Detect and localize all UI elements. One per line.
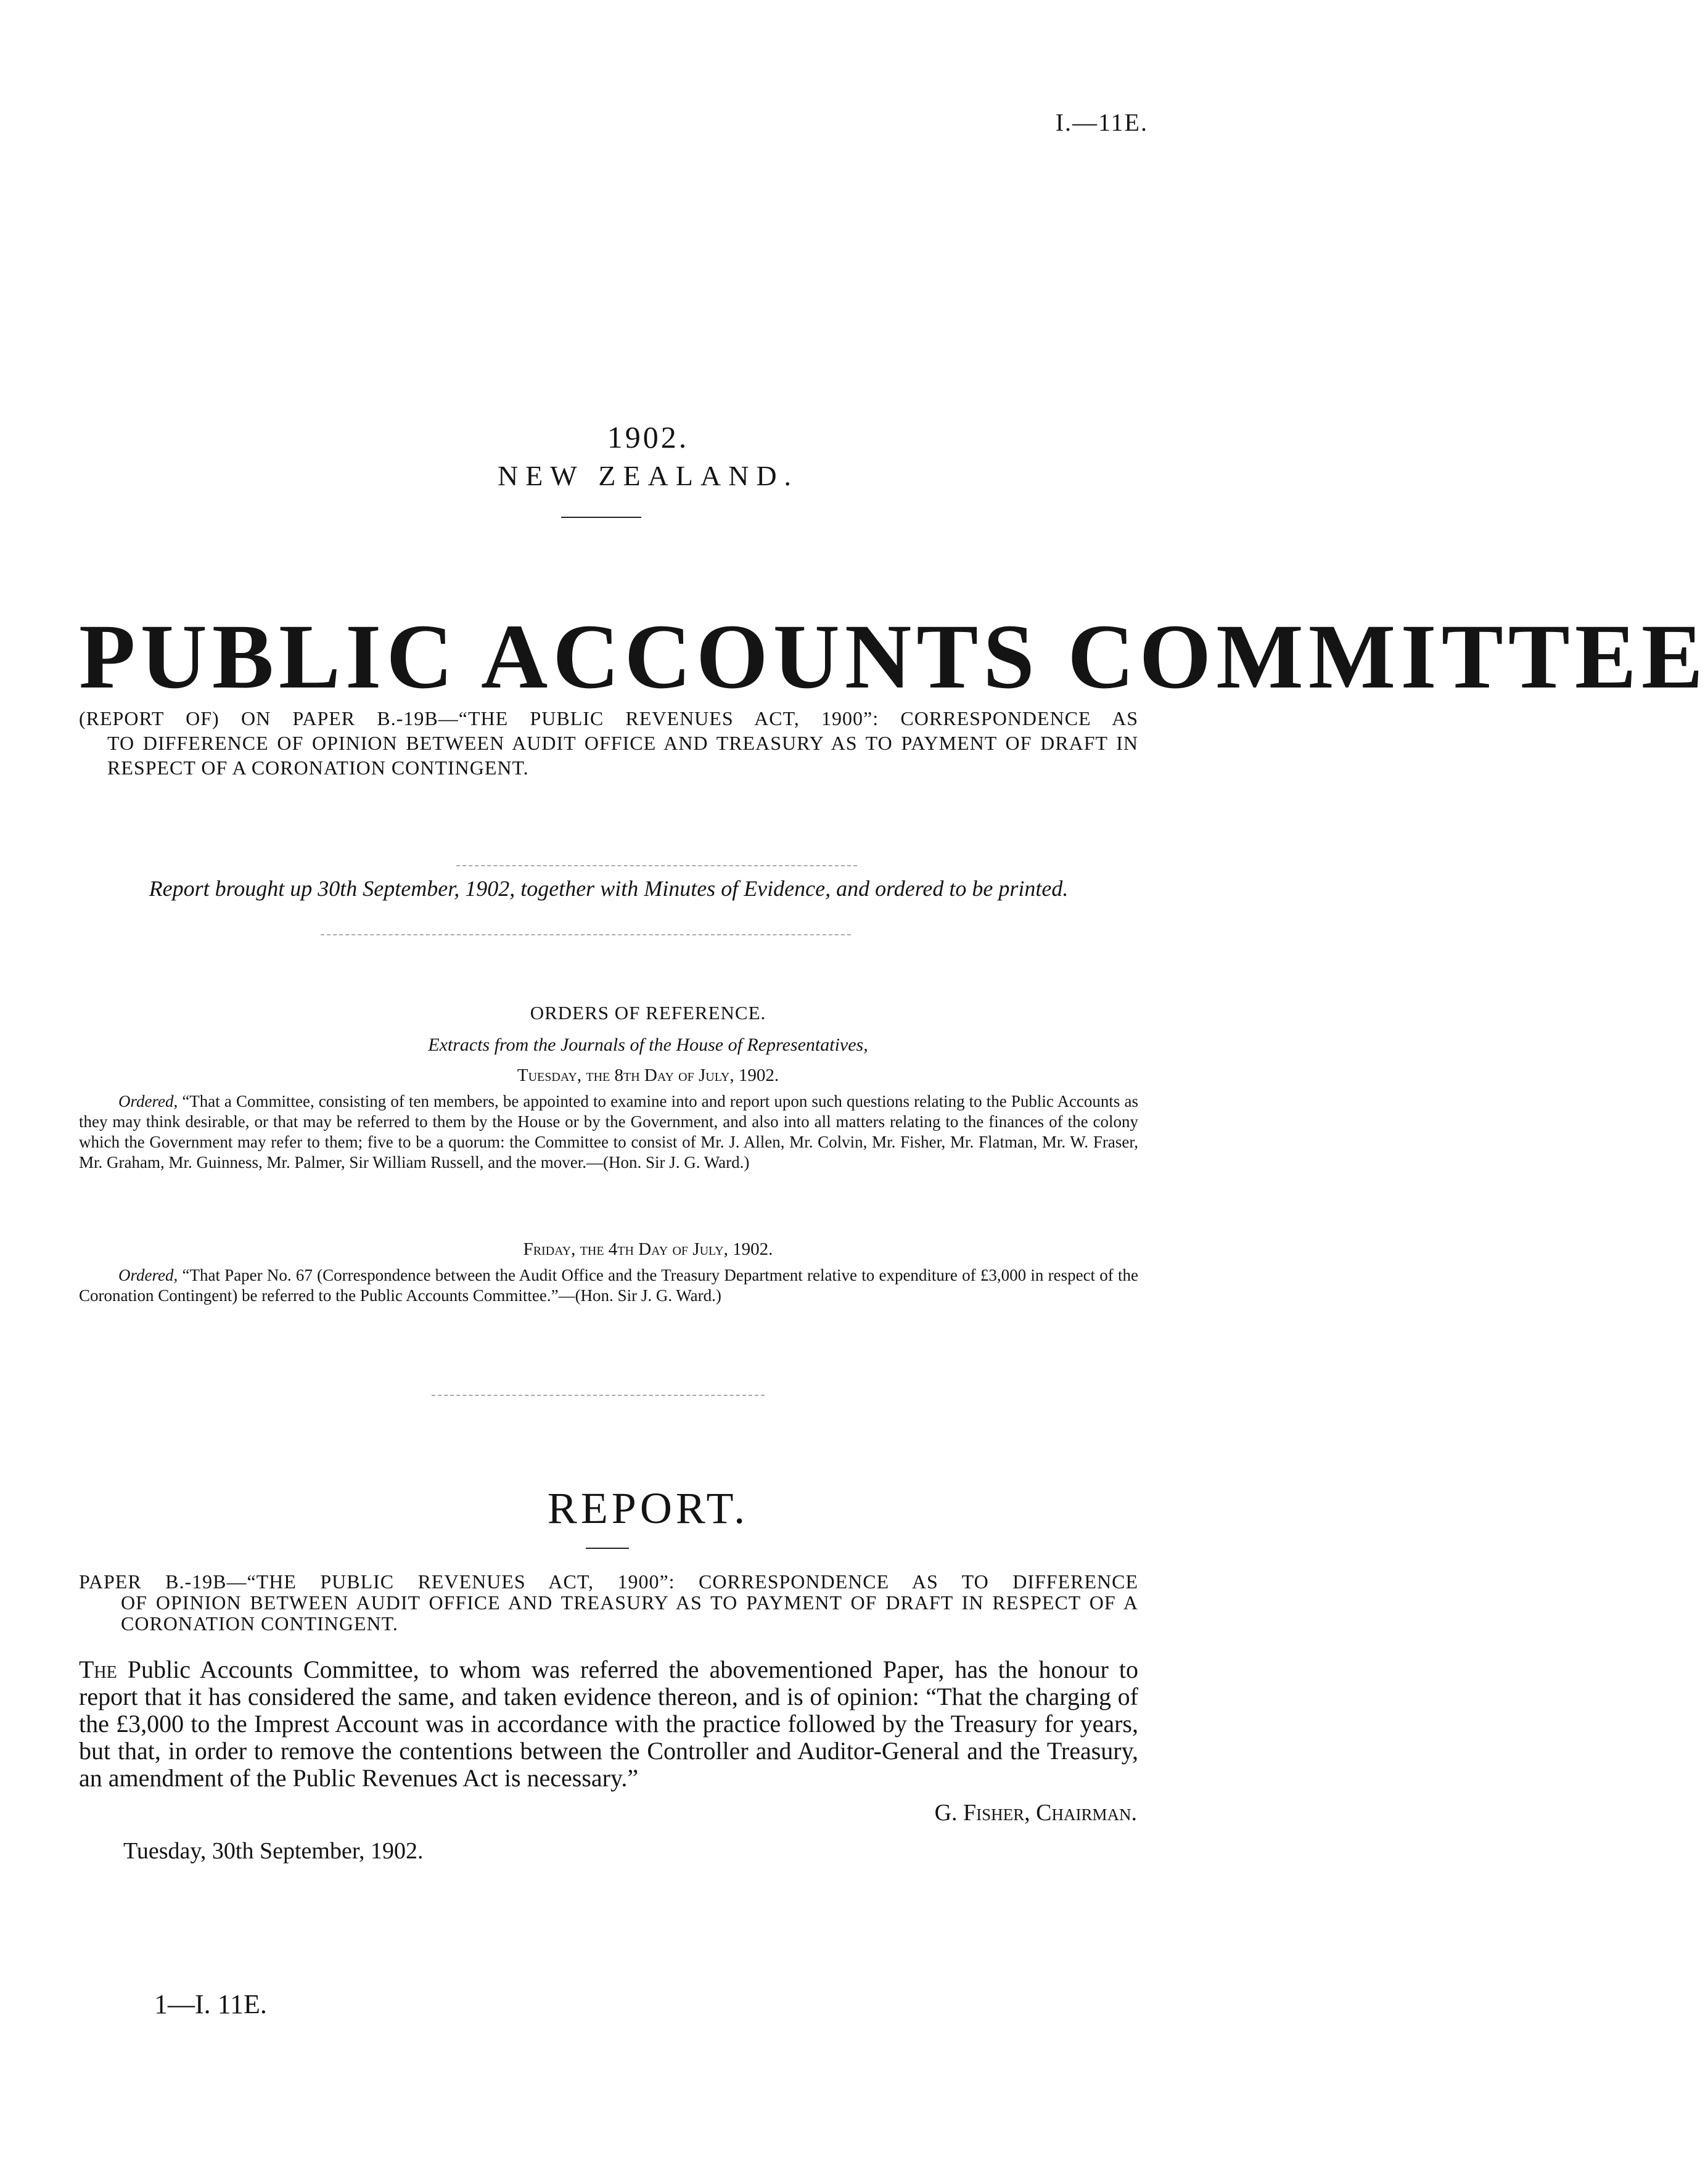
page-reference: I.—11E. [1055, 109, 1148, 136]
publication-year: 1902. [607, 420, 689, 454]
divider [586, 1548, 629, 1549]
order-date: Tuesday, the 8th Day of July, 1902. [517, 1065, 779, 1085]
divider [561, 517, 641, 518]
order-paragraph [79, 1265, 1138, 1306]
report-brought-note: Report brought up 30th September, 1902, together with Minutes of Evidence, and ordered to be printed. [149, 876, 1069, 901]
paper-reference-line: PAPER B.-19B—“THE PUBLIC REVENUES ACT, 1900”: CORRESPONDENCE AS TO DIFFERENCE [79, 1570, 1138, 1593]
divider [456, 865, 857, 866]
order-text: “That Paper No. 67 (Correspondence between the Audit Office and the Treasury Department relative to expenditure of £3,000 in respect of the Coronation Contingent) be referred to the Public Accounts Committee.”—(Hon. Sir J. G. Ward.) [79, 1266, 1139, 1305]
divider [432, 1395, 765, 1396]
paper-reference-continuation: OF OPINION BETWEEN AUDIT OFFICE AND TREASURY AS TO PAYMENT OF DRAFT IN RESPECT OF A CORONATION CONTINGENT. [121, 1591, 1138, 1635]
report-body-lead: The [79, 1656, 117, 1683]
subtitle-continuation: TO DIFFERENCE OF OPINION BETWEEN AUDIT OFFICE AND TREASURY AS TO PAYMENT OF DRAFT IN RESPECT OF A CORONATION CONTINGENT. [107, 732, 1138, 779]
divider [321, 934, 851, 935]
report-body [79, 1656, 1138, 1792]
extracts-line: Extracts from the Journals of the House of Representatives, [428, 1035, 868, 1055]
paper-reference [79, 1571, 1138, 1634]
orders-of-reference-heading: ORDERS OF REFERENCE. [530, 1002, 766, 1024]
document-subtitle [79, 706, 1138, 780]
document-title: PUBLIC ACCOUNTS COMMITTEE [79, 605, 1708, 708]
report-body-text: Public Accounts Committee, to whom was referred the abovementioned Paper, has the honour to report that it has considered the same, and taken evidence thereon, and is of opinion: “That the charging of the £3,000 to the Imprest Account was in accordance with the practice followed by the Treasury for years, but that, in order to remove the contentions between the Controller and Auditor-General and the Treasury, an amendment of the Public Revenues Act is necessary.” [79, 1656, 1138, 1792]
subtitle-line: (REPORT OF) ON PAPER B.-19B—“THE PUBLIC REVENUES ACT, 1900”: CORRESPONDENCE AS [79, 707, 1138, 729]
report-date: Tuesday, 30th September, 1902. [123, 1838, 424, 1864]
report-heading: REPORT. [547, 1484, 749, 1533]
order-paragraph [79, 1091, 1138, 1173]
order-date: Friday, the 4th Day of July, 1902. [523, 1239, 773, 1259]
country-heading: NEW ZEALAND. [497, 460, 799, 491]
order-label: Ordered, [118, 1266, 178, 1284]
footer-page-reference: 1—I. 11E. [154, 1989, 267, 2019]
order-label: Ordered, [118, 1092, 178, 1110]
order-text: “That a Committee, consisting of ten members, be appointed to examine into and report upon such questions relating to the Public Accounts as they may think desirable, or that may be referred to them by the House or by the Government, and also into all matters relating to the finances of the colony which the Government may refer to them; five to be a quorum: the Committee to consist of Mr. J. Allen, Mr. Colvin, Mr. Fisher, Mr. Flatman, Mr. W. Fraser, Mr. Graham, Mr. Guinness, Mr. Palmer, Sir William Russell, and the mover.—(Hon. Sir J. G. Ward.) [79, 1092, 1138, 1172]
signature: G. Fisher, Chairman. [934, 1800, 1137, 1826]
